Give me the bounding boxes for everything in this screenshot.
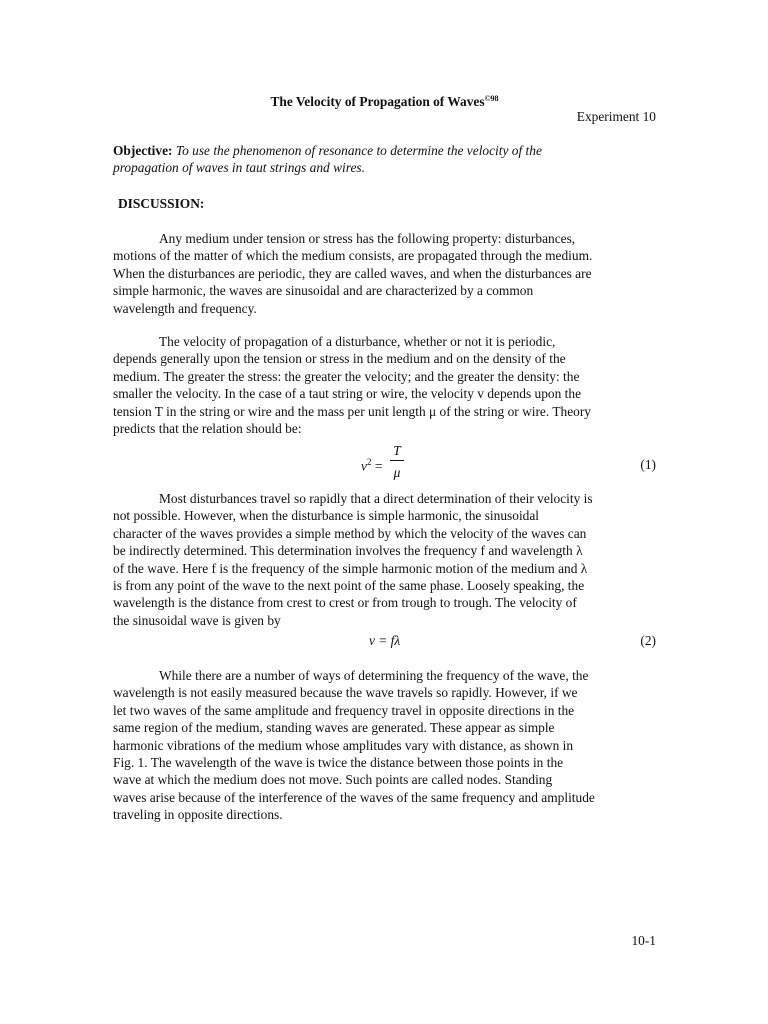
equation-1 xyxy=(113,442,656,482)
paragraph-line: not possible. However, when the disturbance is simple harmonic, the sinusoidal xyxy=(113,508,540,524)
paragraph-line: waves arise because of the interference of the waves of the same frequency and amplitude xyxy=(113,789,595,805)
paragraph-line: wavelength is the distance from crest to crest or from trough to trough. The velocity of xyxy=(113,595,577,611)
equation-2-number: (2) xyxy=(640,633,656,648)
experiment-number: Experiment 10 xyxy=(576,109,656,124)
equation-1-numerator: T xyxy=(393,443,401,458)
paragraph-line: simple harmonic, the waves are sinusoidal and are characterized by a common xyxy=(113,283,534,299)
document-title xyxy=(113,90,656,110)
paragraph-line: character of the waves provides a simple method by which the velocity of the waves can xyxy=(113,525,587,541)
equation-2-expression: v = fλ xyxy=(369,633,401,648)
paragraph-line: traveling in opposite directions. xyxy=(113,807,283,823)
paragraph-line: motions of the matter of which the medium consists, are propagated through the medium. xyxy=(113,248,593,264)
copyright-mark: ©98 xyxy=(484,94,499,103)
equation-1-number: (1) xyxy=(640,457,656,472)
paragraph-line: depends generally upon the tension or stress in the medium and on the density of the xyxy=(113,351,566,367)
paragraph-line: same region of the medium, standing waves are generated. These appear as simple xyxy=(113,720,555,736)
paragraph-2 xyxy=(113,333,656,437)
paragraph-line: is from any point of the wave to the next point of the same phase. Loosely speaking, the xyxy=(113,578,585,594)
objective-label: Objective: xyxy=(113,143,173,158)
document-page xyxy=(113,0,656,1024)
paragraph-line: Fig. 1. The wavelength of the wave is twice the distance between those points in the xyxy=(113,755,564,771)
title-text: The Velocity of Propagation of Waves xyxy=(270,94,485,109)
fraction-bar xyxy=(390,460,404,461)
page-number: 10-1 xyxy=(631,933,656,948)
equation-1-denominator: μ xyxy=(393,465,401,480)
paragraph-line: Most disturbances travel so rapidly that a direct determination of their velocity is xyxy=(159,491,593,506)
paragraph-4 xyxy=(113,667,656,824)
paragraph-line: smaller the velocity. In the case of a taut string or wire, the velocity v depends upon the xyxy=(113,386,582,402)
paragraph-line: harmonic vibrations of the medium whose amplitudes vary with distance, as shown in xyxy=(113,737,574,753)
equation-1-fraction xyxy=(390,442,404,482)
paragraph-1 xyxy=(113,230,656,317)
paragraph-line: wave at which the medium does not move. Such points are called nodes. Standing xyxy=(113,772,553,788)
equation-1-exponent: 2 xyxy=(366,457,372,467)
paragraph-line: let two waves of the same amplitude and frequency travel in opposite directions in the xyxy=(113,702,575,718)
objective-line-2: propagation of waves in taut strings and wires. xyxy=(113,160,365,176)
paragraph-line: medium. The greater the stress: the greater the velocity; and the greater the density: the xyxy=(113,368,580,384)
paragraph-line: of the wave. Here f is the frequency of the simple harmonic motion of the medium and λ xyxy=(113,560,588,576)
objective-line-1: To use the phenomenon of resonance to determine the velocity of the xyxy=(175,143,542,158)
paragraph-line: be indirectly determined. This determination involves the frequency f and wavelength λ xyxy=(113,543,583,559)
paragraph-line: tension T in the string or wire and the mass per unit length μ of the string or wire. Theory xyxy=(113,403,591,419)
equation-2 xyxy=(113,632,656,652)
paragraph-line: predicts that the relation should be: xyxy=(113,421,302,437)
equation-1-lhs xyxy=(361,454,382,475)
equation-1-equals: = xyxy=(374,458,383,474)
paragraph-line: The velocity of propagation of a disturbance, whether or not it is periodic, xyxy=(159,334,556,349)
equation-1-variable: v xyxy=(361,458,367,474)
paragraph-3 xyxy=(113,490,656,629)
paragraph-line: wavelength and frequency. xyxy=(113,300,257,316)
paragraph-line: When the disturbances are periodic, they are called waves, and when the disturbances are xyxy=(113,265,592,281)
paragraph-line: the sinusoidal wave is given by xyxy=(113,612,281,628)
paragraph-line: Any medium under tension or stress has the following property: disturbances, xyxy=(159,231,576,246)
objective-section xyxy=(113,142,656,177)
paragraph-line: While there are a number of ways of determining the frequency of the wave, the xyxy=(159,668,589,683)
discussion-heading: DISCUSSION: xyxy=(118,196,205,211)
paragraph-line: wavelength is not easily measured because the wave travels so rapidly. However, if we xyxy=(113,685,578,701)
